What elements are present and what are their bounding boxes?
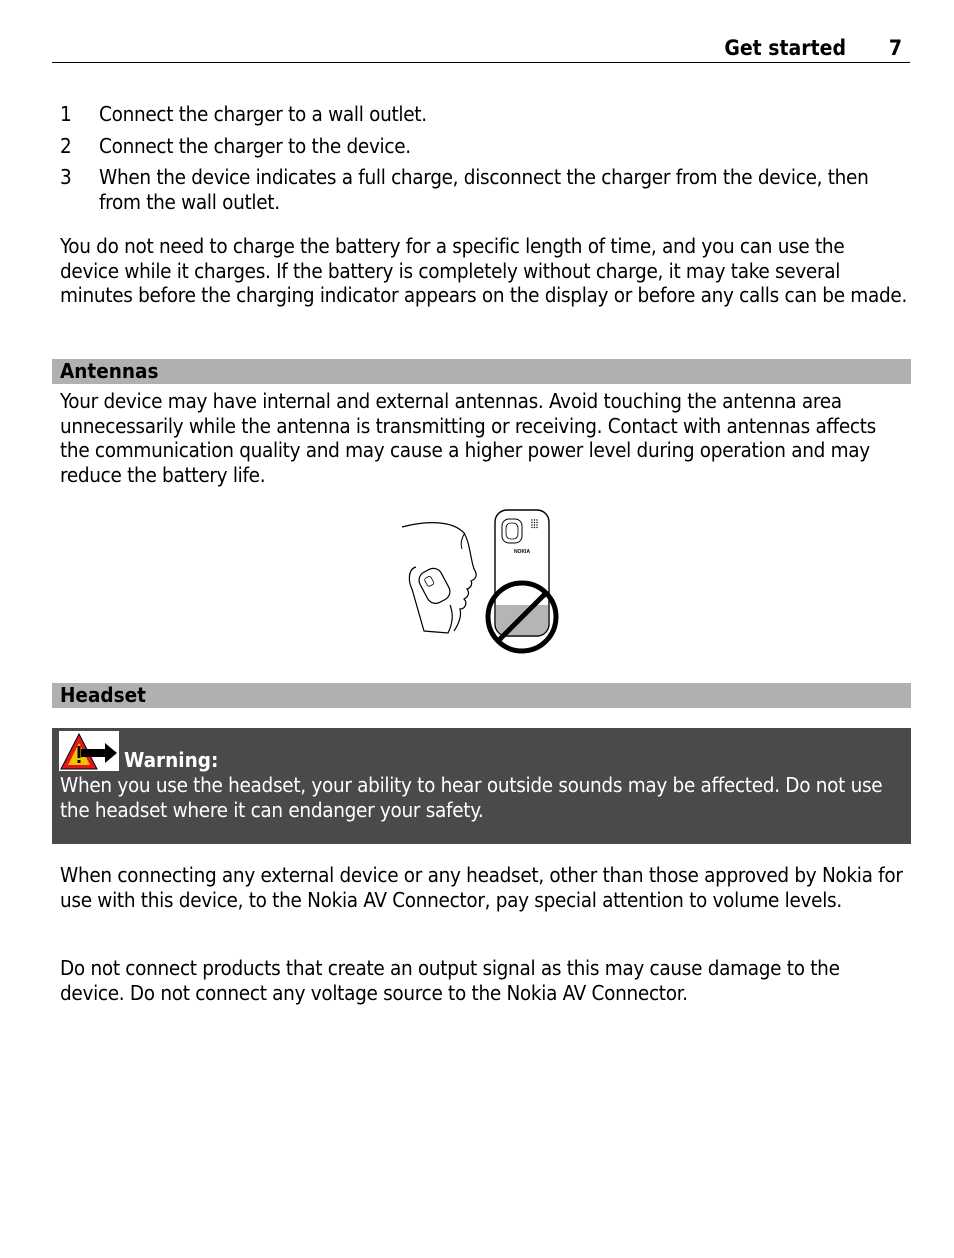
warning-text: When you use the headset, your ability to hear outside sounds may be affected. Do not use the headset where it can endanger your safety.	[60, 773, 883, 822]
step-text: Connect the charger to the device.	[99, 133, 411, 158]
antennas-heading-text: Antennas	[60, 359, 159, 383]
headset-heading-text: Headset	[60, 683, 146, 707]
antenna-illustration-svg	[398, 505, 564, 657]
phone-in-hand-icon	[416, 565, 453, 606]
step-text: When the device indicates a full charge, disconnect the charger from the device, then from the wall outlet.	[99, 165, 869, 214]
step-item	[60, 102, 910, 127]
step-number: 1	[60, 102, 72, 126]
nokia-logo: NOKIA	[513, 549, 531, 555]
warning-box	[52, 728, 911, 844]
headset-heading	[52, 683, 911, 708]
page-number: 7	[888, 36, 902, 60]
step-item	[60, 165, 910, 214]
headset-para-output: Do not connect products that create an output signal as this may cause damage to the device. Do not connect any voltage source to the Nokia AV Connector.	[60, 956, 840, 1005]
charging-steps	[60, 102, 910, 221]
warning-header	[59, 731, 218, 771]
headset-para-volume: When connecting any external device or any headset, other than those approved by Nokia for use with this device, to the Nokia AV Connector, pay special attention to volume levels.	[60, 863, 903, 912]
charging-note: You do not need to charge the battery for a specific length of time, and you can use the device while it charges. If the battery is completely without charge, it may take several minutes before the charging indicator appears on the display or before any calls can be made.	[60, 234, 907, 308]
step-number: 2	[60, 133, 72, 158]
step-item	[60, 134, 910, 159]
head-detail	[461, 533, 465, 549]
section-title: Get started	[724, 36, 846, 60]
step-number: 3	[60, 165, 72, 190]
warning-triangle-icon	[59, 731, 119, 771]
warning-title: Warning:	[124, 748, 219, 772]
antenna-illustration	[398, 505, 564, 657]
antennas-text: Your device may have internal and external antennas. Avoid touching the antenna area unnecessarily while the antenna is transmitting or receiving. Contact with antennas affects the communication quality and may cause a higher power level during operation and may reduce the battery life.	[60, 389, 876, 487]
antennas-heading	[52, 359, 911, 384]
running-header	[52, 34, 910, 63]
step-text: Connect the charger to a wall outlet.	[99, 102, 427, 126]
